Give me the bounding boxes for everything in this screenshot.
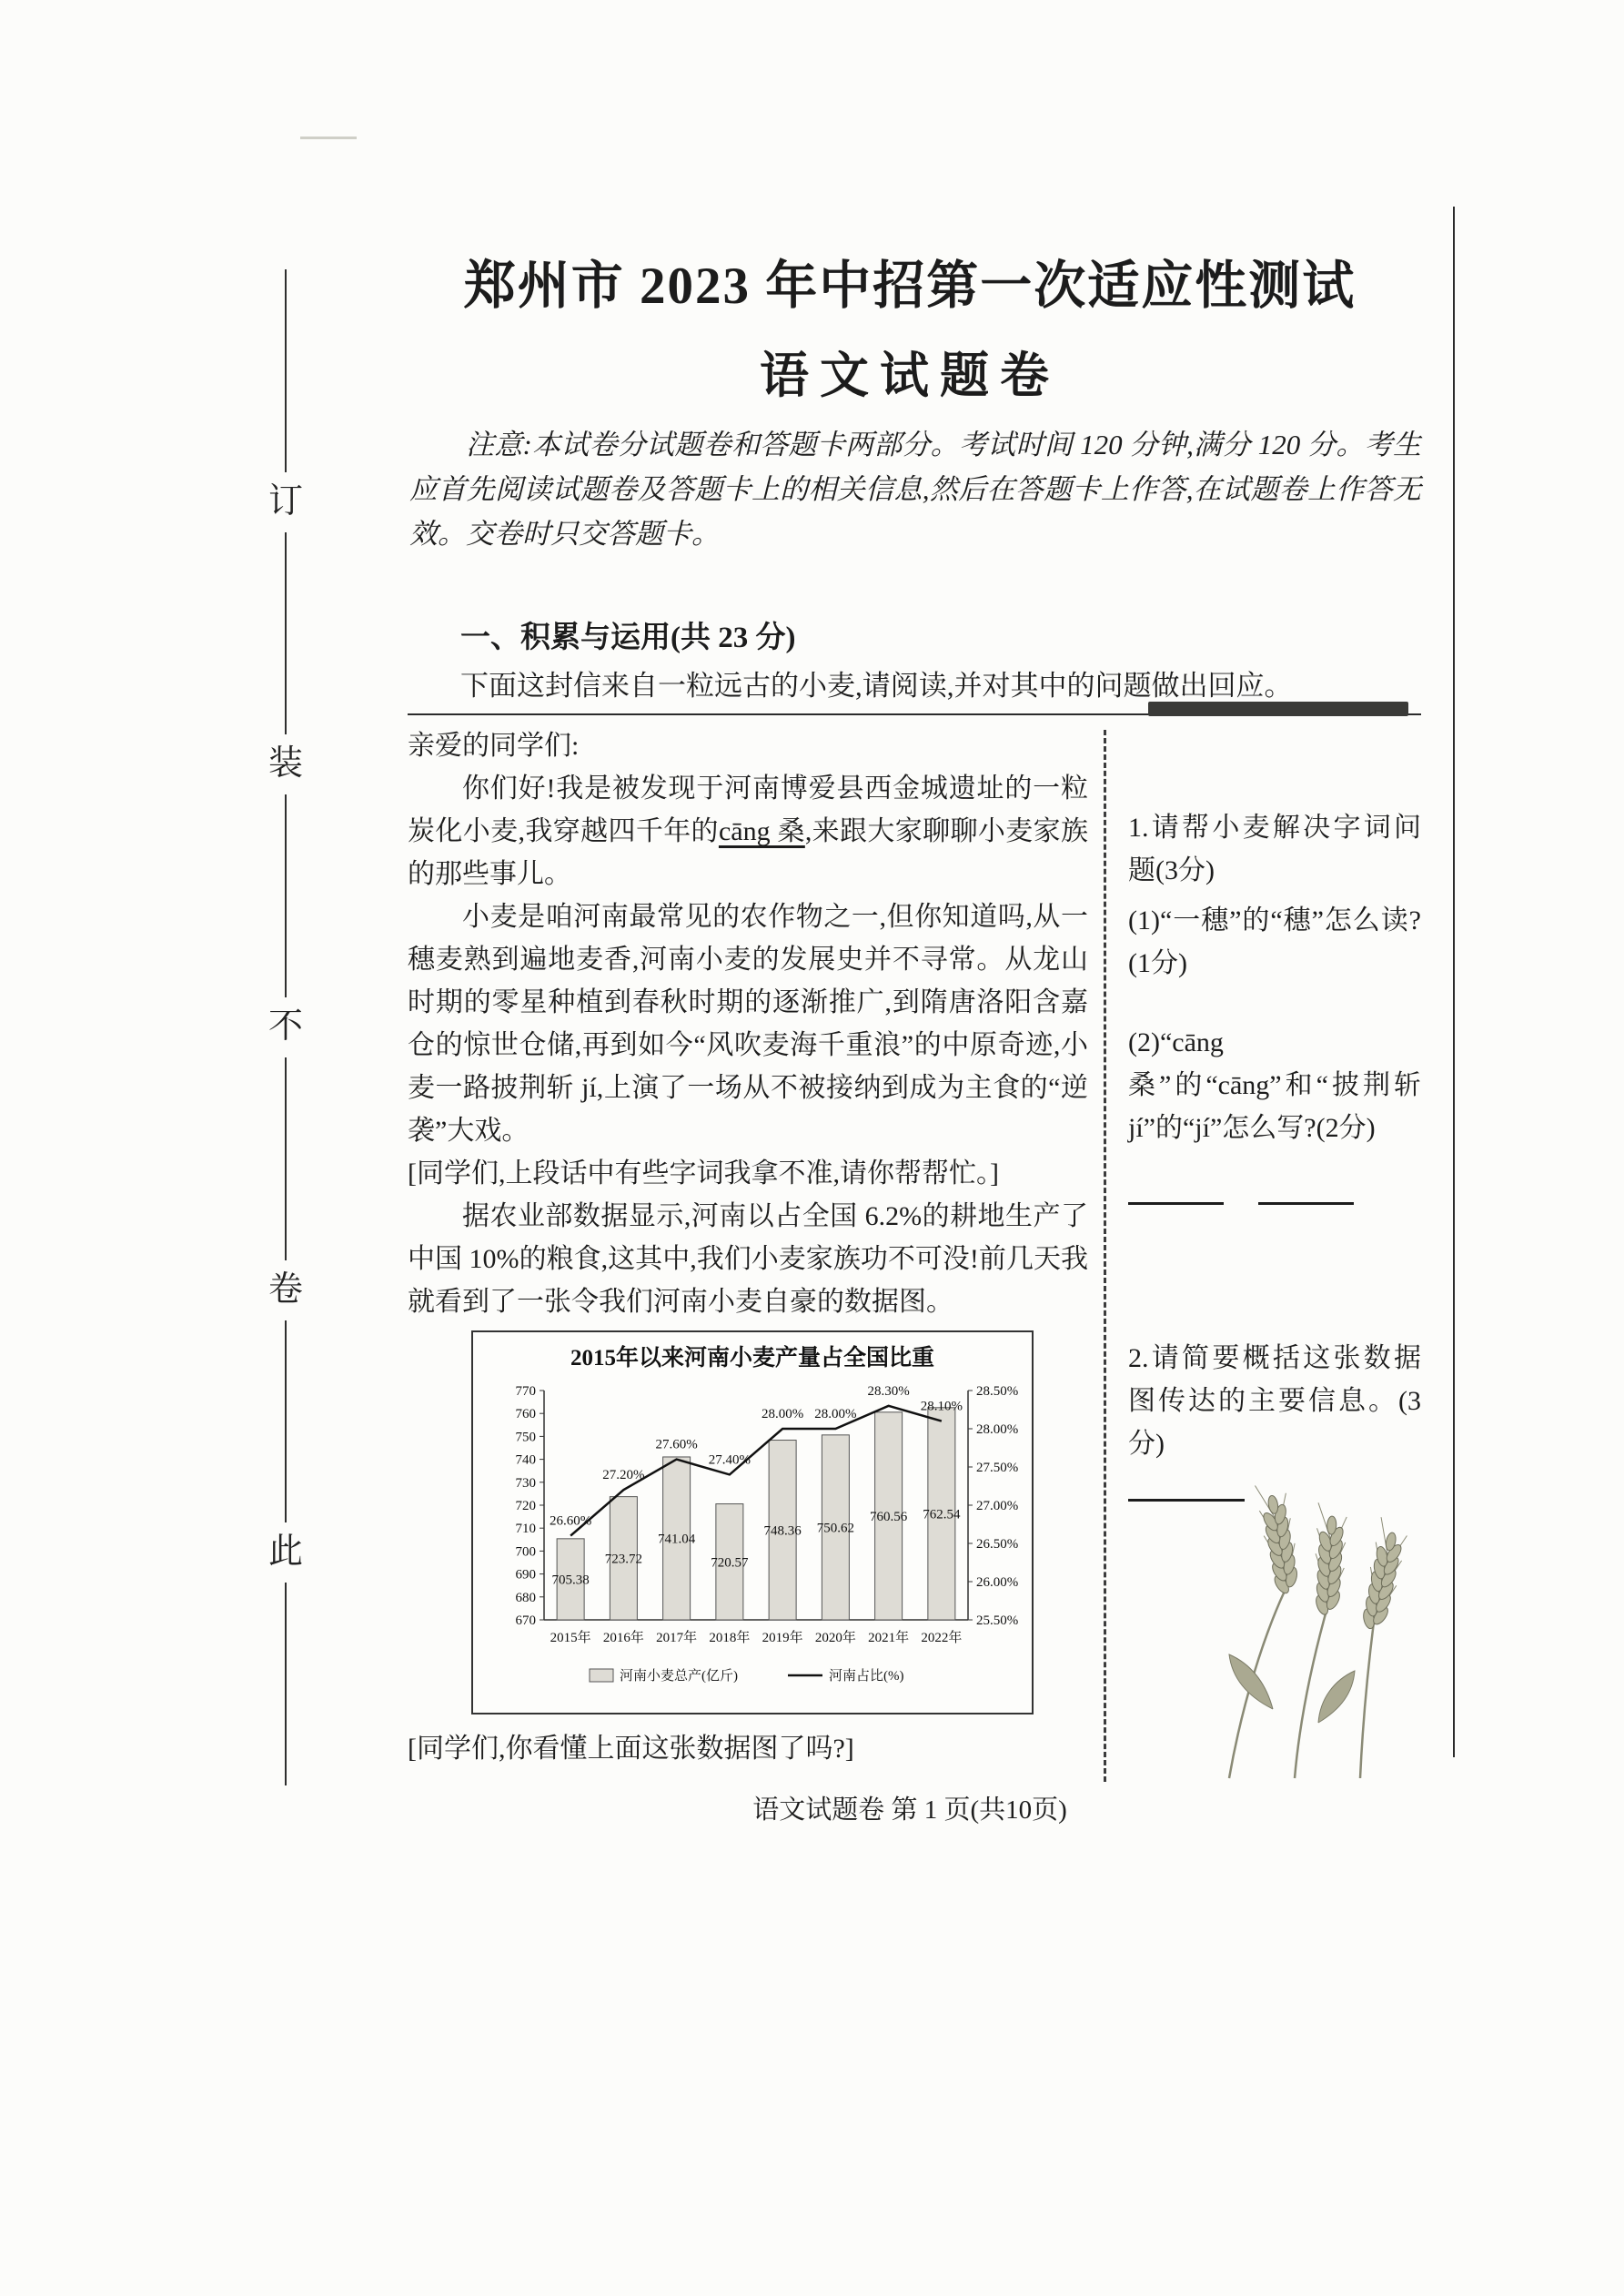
svg-text:690: 690 xyxy=(515,1567,536,1583)
binding-dash xyxy=(285,794,287,997)
svg-text:760: 760 xyxy=(515,1407,536,1422)
question-1: 1.请帮小麦解决字词问题(3分) xyxy=(1128,813,1421,885)
chart-canvas xyxy=(473,1332,1032,1713)
question-1-1: (1)“一穗”的“穗”怎么读?(1分) xyxy=(1128,905,1421,978)
svg-text:741.04: 741.04 xyxy=(658,1532,696,1547)
letter-paragraph-2: 小麦是咱河南最常见的农作物之一,但你知道吗,从一穗麦熟到遍地麦香,河南小麦的发展史并不寻常。从龙山时期的零星种植到春秋时期的逐渐推广,到隋唐洛阳含嘉仓的惊世仓储,再到如今“风吹麦海千重浪”的中原奇迹,小麦一路披荆斩 jí,上演了一场从不被接纳到成为主食的“逆袭”大戏。 xyxy=(408,902,1088,1146)
svg-text:28.50%: 28.50% xyxy=(976,1384,1019,1399)
letter-paragraph-1-text: 你们好!我是被发现于河南博爱县西金城遗址的一粒炭化小麦,我穿越四千年的 xyxy=(408,774,1088,846)
svg-text:2015年以来河南小麦产量占全国比重: 2015年以来河南小麦产量占全国比重 xyxy=(570,1346,935,1371)
svg-text:2020年: 2020年 xyxy=(814,1631,856,1645)
scan-mark xyxy=(300,137,357,139)
svg-text:720: 720 xyxy=(515,1499,536,1513)
svg-text:2018年: 2018年 xyxy=(709,1631,751,1645)
svg-text:750.62: 750.62 xyxy=(816,1521,854,1536)
letter-bracket-note-1: [同学们,上段话中有些字词我拿不准,请你帮帮忙。] xyxy=(408,1158,999,1188)
svg-text:748.36: 748.36 xyxy=(763,1523,802,1539)
letter-paragraph-1 xyxy=(408,767,1088,895)
svg-text:26.00%: 26.00% xyxy=(976,1575,1019,1590)
svg-text:河南占比(%): 河南占比(%) xyxy=(829,1669,904,1684)
svg-text:28.10%: 28.10% xyxy=(920,1399,963,1414)
binding-dash xyxy=(285,1320,287,1523)
svg-text:28.00%: 28.00% xyxy=(814,1407,857,1421)
section-intro: 下面这封信来自一粒远古的小麦,请阅读,并对其中的问题做出回应。 xyxy=(460,670,1293,702)
svg-text:27.20%: 27.20% xyxy=(602,1468,645,1483)
svg-text:27.40%: 27.40% xyxy=(708,1452,751,1468)
svg-text:25.50%: 25.50% xyxy=(976,1613,1019,1628)
svg-text:28.30%: 28.30% xyxy=(867,1383,910,1399)
svg-text:27.00%: 27.00% xyxy=(976,1499,1019,1513)
svg-text:2015年: 2015年 xyxy=(550,1631,591,1645)
question-2: 2.请简要概括这张数据图传达的主要信息。(3分) xyxy=(1128,1343,1421,1459)
ink-smudge-bar xyxy=(1148,702,1408,716)
svg-text:27.60%: 27.60% xyxy=(655,1437,698,1452)
underlined-pinyin: cāng 桑 xyxy=(718,816,805,846)
binding-dash xyxy=(285,1583,287,1785)
questions-column xyxy=(1128,806,1421,1502)
svg-text:28.00%: 28.00% xyxy=(976,1422,1019,1437)
svg-text:705.38: 705.38 xyxy=(551,1573,590,1588)
svg-text:762.54: 762.54 xyxy=(923,1507,961,1522)
answer-blanks-q1-2 xyxy=(1128,1175,1421,1208)
svg-text:28.00%: 28.00% xyxy=(762,1407,804,1421)
letter-paragraph-1-tail: ,来跟大家聊聊小麦家族的那些事儿。 xyxy=(408,816,1089,889)
binding-margin xyxy=(266,258,306,1796)
page-subtitle: 语文试题卷 xyxy=(760,349,1060,403)
svg-text:27.50%: 27.50% xyxy=(976,1461,1019,1475)
binding-char: 装 xyxy=(267,744,303,784)
svg-text:760.56: 760.56 xyxy=(870,1509,908,1524)
question-1-2: (2)“cāng 桑”的“cāng”和“披荆斩 jí”的“jí”怎么写?(2分) xyxy=(1128,1027,1421,1143)
svg-text:2016年: 2016年 xyxy=(602,1631,644,1645)
binding-char: 订 xyxy=(267,481,303,521)
svg-text:河南小麦总产(亿斤): 河南小麦总产(亿斤) xyxy=(620,1669,738,1684)
binding-dash xyxy=(285,532,287,735)
binding-dash xyxy=(285,269,287,472)
svg-text:680: 680 xyxy=(515,1590,536,1605)
svg-text:740: 740 xyxy=(515,1452,536,1468)
svg-text:26.50%: 26.50% xyxy=(976,1537,1019,1552)
svg-text:2021年: 2021年 xyxy=(868,1631,910,1645)
page-footer: 语文试题卷 第 1 页(共10页) xyxy=(752,1795,1067,1825)
svg-text:700: 700 xyxy=(515,1544,536,1560)
letter-column xyxy=(408,724,1088,1770)
section-heading: 一、积累与运用(共 23 分) xyxy=(460,622,796,654)
answer-blank xyxy=(1258,1176,1354,1205)
page-border-right xyxy=(1453,207,1455,1757)
svg-text:770: 770 xyxy=(515,1384,536,1399)
svg-text:2022年: 2022年 xyxy=(921,1631,963,1645)
svg-text:26.60%: 26.60% xyxy=(550,1513,592,1529)
column-divider-dashed xyxy=(1104,730,1106,1782)
letter-salutation: 亲爱的同学们: xyxy=(408,731,580,761)
binding-dash xyxy=(285,1057,287,1260)
letter-paragraph-3: 据农业部数据显示,河南以占全国 6.2%的耕地生产了中国 10%的粮食,这其中,我们小麦家族功不可没!前几天我就看到了一张令我们河南小麦自豪的数据图。 xyxy=(408,1201,1088,1317)
exam-notice: 注意:本试卷分试题卷和答题卡两部分。考试时间 120 分钟,满分 120 分。考生应首先阅读试题卷及答题卡上的相关信息,然后在答题卡上作答,在试题卷上作答无效。交卷时只交答题卡。 xyxy=(409,429,1421,550)
binding-char: 不 xyxy=(267,1007,303,1047)
wheat-production-chart xyxy=(471,1330,1034,1714)
answer-blank xyxy=(1128,1176,1224,1205)
wheat-illustration xyxy=(1179,1480,1421,1780)
svg-text:750: 750 xyxy=(515,1430,536,1445)
svg-text:2019年: 2019年 xyxy=(762,1631,803,1645)
letter-bracket-note-2: [同学们,你看懂上面这张数据图了吗?] xyxy=(408,1734,854,1764)
svg-text:2017年: 2017年 xyxy=(656,1631,698,1645)
svg-text:720.57: 720.57 xyxy=(711,1555,749,1571)
binding-char: 此 xyxy=(267,1532,303,1572)
svg-text:730: 730 xyxy=(515,1475,536,1491)
binding-char: 卷 xyxy=(267,1269,303,1309)
svg-text:710: 710 xyxy=(515,1522,536,1537)
svg-text:723.72: 723.72 xyxy=(604,1552,642,1567)
page-title: 郑州市 2023 年中招第一次适应性测试 xyxy=(463,258,1357,315)
svg-text:670: 670 xyxy=(515,1613,536,1628)
